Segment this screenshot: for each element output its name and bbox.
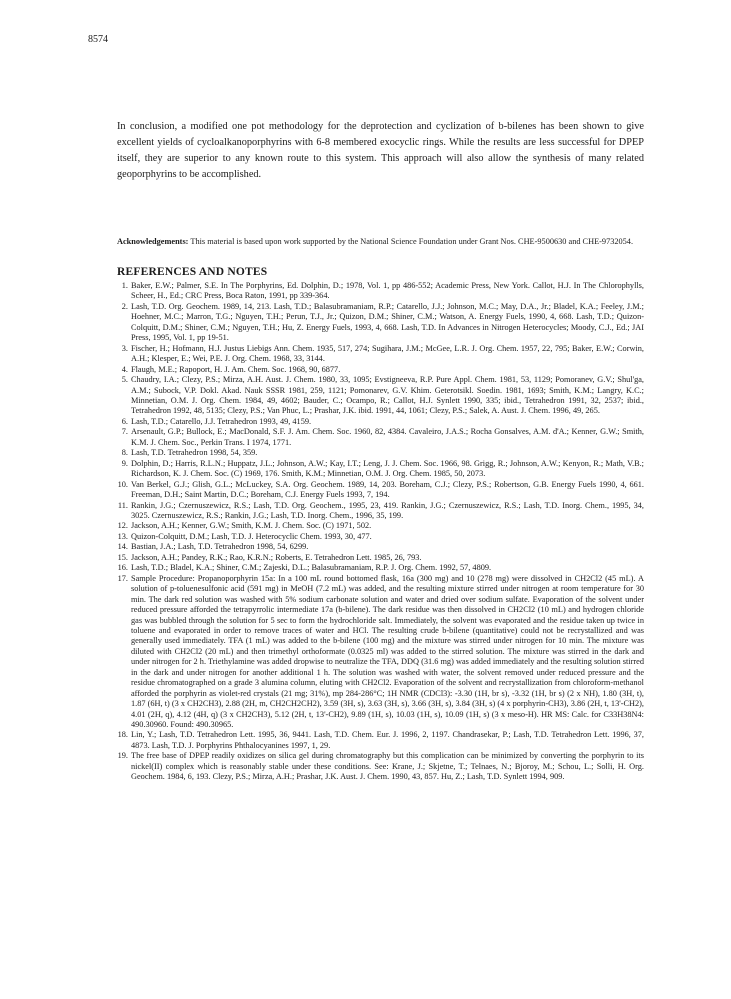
reference-number: 10. <box>117 479 128 489</box>
reference-text: Bastian, J.A.; Lash, T.D. Tetrahedron 1998, 54, 6299. <box>131 542 309 552</box>
reference-item <box>117 574 644 731</box>
reference-item <box>117 365 644 375</box>
reference-item <box>117 281 644 302</box>
reference-number: 13. <box>117 531 128 541</box>
reference-item <box>117 532 644 542</box>
reference-number: 6. <box>121 416 128 426</box>
reference-text: Quizon-Colquitt, D.M.; Lash, T.D. J. Heterocyclic Chem. 1993, 30, 477. <box>131 531 372 541</box>
reference-text: The free base of DPEP readily oxidizes on silica gel during chromatography but this complication can be minimized by converting the porphyrin to its nickel(II) complex which is reasonably stable under these conditions. See: Krane, J.; Skjetne, T.; Telnaes, N.; Bjoroy, M.; Schou, L.; Solli, H. Org. Geochem. 1984, 6, 193. Clezy, P.S.; Mirza, A.H.; Prashar, J.K. Aust. J. Chem. 1990, 43, 857. Hu, Z.; Lash, T.D. Synlett 1994, 909. <box>131 751 644 782</box>
reference-text: Jackson, A.H.; Pandey, R.K.; Rao, K.R.N.; Roberts, E. Tetrahedron Lett. 1985, 26, 793. <box>131 552 422 562</box>
reference-text: Van Berkel, G.J.; Glish, G.L.; McLuckey, S.A. Org. Geochem. 1989, 14, 203. Boreham, C.J.; Clezy, P.S.; Robertson, G.B. Energy Fuels 1990, 4, 661. Freeman, D.H.; Saint Martin, D.C.; Boreham, C.J. Energy Fuels 1993, 7, 194. <box>131 479 644 500</box>
reference-text: Rankin, J.G.; Czernuszewicz, R.S.; Lash, T.D. Org. Geochem., 1995, 23, 419. Rankin, J.G.; Czernuszewicz, R.S.; Lash, T.D. Inorg. Chem., 1995, 34, 3025. Czernuszewicz, R.S.; Rankin, J.G.; Lash, T.D. Inorg. Chem., 1996, 35, 199. <box>131 500 644 520</box>
reference-item <box>117 751 644 782</box>
reference-text: Jackson, A.H.; Kenner, G.W.; Smith, K.M. J. Chem. Soc. (C) 1971, 502. <box>131 521 372 531</box>
reference-number: 5. <box>121 375 128 385</box>
reference-number: 1. <box>121 281 128 290</box>
acknowledgements-paragraph <box>117 236 644 248</box>
reference-text: Chaudry, I.A.; Clezy, P.S.; Mirza, A.H. Aust. J. Chem. 1980, 33, 1095; Evstigneeva, R.P. Pure Appl. Chem. 1981, 53, 1129; Pomoranev, G.V.; Shul'ga, A.M.; Subock, V.P. Dokl. Akad. Nauk SSSR 1981, 259, 1121; Pomonarev, G.V. Khim. Geterotsikl. Soedin. 1981, 1693; Smith, K.M.; Langry, K.C.; Minnetian, O.M. J. Org. Chem. 1984, 49, 4602; Bauder, C.; Ocampo, R.; Callot, H.J. Synlett 1990, 335; ibid., Tetrahedron 1991, 32, 2537; ibid., Tetrahedron 1992, 48, 5135; Clezy, P.S.; Van Phuc, L.; Prashar, J.K. ibid. 1991, 44, 1061; Clezy, P.S.; Salek, A. Aust. J. Chem. 1996, 49, 265. <box>131 375 644 416</box>
reference-text: Dolphin, D.; Harris, R.L.N.; Huppatz, J.L.; Johnson, A.W.; Kay, I.T.; Leng, J. J. Chem. Soc. 1966, 98. Grigg, R.; Johnson, A.W.; Kenyon, R.; Math, V.B.; Richardson, K. J. Chem. Soc. (C) 1969, 176. Smith, K.M.; Minnetian, O.M. J. Org. Chem. 1985, 50, 2073. <box>131 458 644 479</box>
reference-text: Sample Procedure: Propanoporphyrin 15a: In a 100 mL round bottomed flask, 16a (300 mg) and 10 (278 mg) were dissolved in CH2Cl2 (45 mL). A solution of p-toluenesulfonic acid (591 mg) in MeOH (7.2 mL) was added, and the resulting mixture stirred under nitrogen at room temperature for 30 min. The dark red solution was washed with 5% sodium carbonate solution and water and dried over sodium sulfate. Evaporation of the solvent under reduced pressure afforded the tetrapyrrolic intermediate 17a (b-bilene). The dark residue was then dissolved in CH2Cl2 (10 mL) and hydrogen chloride gas was bubbled through the solution for 5 sec to form the hydrochloride salt. Immediately, the solvent was evaporated and the residue taken up twice in toluene and evaporated in order to remove traces of water and HCl. The resulting crude b-bilene (quantitative) could not be recrystallized and was generally used immediately. TFA (1 mL) was added to the b-bilene (100 mg) and the mixture was stirred under nitrogen for 10 min. The mixture was diluted with CH2Cl2 (20 mL) and then trimethyl orthoformate (0.0325 ml) was added to the stirred solution. The mixture was stirred in the dark and under nitrogen for 2 h. Triethylamine was added dropwise to neutralize the TFA, DDQ (31.6 mg) was added immediately and the resulting solution stirred in the dark and under nitrogen for another additional 1 h. The solution was washed with water, the solvent removed under reduced pressure and the residue chromatographed on a grade 3 alumina column, eluting with CH2Cl2. Evaporation of the solvent and recrystallization from chloroform-methanol afforded the porphyrin as violet-red crystals (21 mg; 31%), mp 284-286°C; 1H NMR (CDCl3): -3.30 (1H, br s), -3.32 (1H, br s) (2 x NH), 1.80 (3H, t), 1.87 (6H, t) (3 x CH2CH3), 2.88 (2H, m, CH2CH2CH2), 3.59 (3H, s), 3.63 (3H, s), 3.66 (3H, s), 3.84 (3H, s) (4 x porphyrin-CH3), 3.86 (2H, t, 13'-CH2), 4.01 (2H, q), 4.12 (4H, q) (3 x CH2CH3), 5.12 (2H, t, 13'-CH2), 9.89 (1H, s), 10.03 (1H, s), 10.09 (1H, s) (3 x meso-H). HR MS: Calc. for C33H38N4: 490.30960. Found: 490.30965. <box>131 573 644 730</box>
reference-number: 2. <box>121 301 128 311</box>
reference-item <box>117 417 644 427</box>
reference-number: 14. <box>117 542 128 552</box>
reference-number: 9. <box>121 458 128 468</box>
reference-text: Lin, Y.; Lash, T.D. Tetrahedron Lett. 1995, 36, 9441. Lash, T.D. Chem. Eur. J. 1996, 2, 1197. Chandrasekar, P.; Lash, T.D. Tetrahedron Lett. 1996, 37, 4873. Lash, T.D. J. Porphyrins Phthalocyanines 1997, 1, 29. <box>131 730 644 750</box>
reference-number: 4. <box>121 364 128 374</box>
reference-number: 3. <box>121 343 128 353</box>
reference-number: 15. <box>117 552 128 562</box>
reference-item <box>117 302 644 344</box>
reference-number: 19. <box>117 751 128 761</box>
reference-item <box>117 448 644 458</box>
reference-item <box>117 459 644 480</box>
reference-text: Baker, E.W.; Palmer, S.E. In The Porphyrins, Ed. Dolphin, D.; 1978, Vol. 1, pp 486-552; Academic Press, New York. Callot, H.J. In The Chlorophylls, Scheer, H., Ed.; CRC Press, Boca Raton, 1991, pp 339-364. <box>131 281 644 301</box>
reference-item <box>117 730 644 751</box>
reference-item <box>117 553 644 563</box>
reference-text: Fischer, H.; Hofmann, H.J. Justus Liebigs Ann. Chem. 1935, 517, 274; Sugihara, J.M.; McGee, L.R. J. Org. Chem. 1957, 22, 795; Baker, E.W.; Corwin, A.H.; Klesper, E.; Wei, P.E. J. Org. Chem. 1968, 33, 3144. <box>131 343 644 364</box>
reference-number: 18. <box>117 730 128 740</box>
reference-text: Lash, T.D.; Catarello, J.J. Tetrahedron 1993, 49, 4159. <box>131 416 312 426</box>
reference-text: Lash, T.D.; Bladel, K.A.; Shiner, C.M.; Zajeski, D.L.; Balasubramaniam, R.P. J. Org. Chem. 1992, 57, 4809. <box>131 563 492 573</box>
page-number: 8574 <box>88 34 108 45</box>
references-list <box>117 281 644 783</box>
reference-number: 12. <box>117 521 128 531</box>
reference-item <box>117 501 644 522</box>
reference-item <box>117 344 644 365</box>
references-heading: REFERENCES AND NOTES <box>117 266 268 278</box>
reference-item <box>117 521 644 531</box>
reference-text: Lash, T.D. Tetrahedron 1998, 54, 359. <box>131 448 258 458</box>
reference-item <box>117 480 644 501</box>
reference-number: 8. <box>121 448 128 458</box>
reference-item <box>117 563 644 573</box>
conclusion-paragraph: In conclusion, a modified one pot methodology for the deprotection and cyclization of b-bilenes has been shown to give excellent yields of cycloalkanoporphyrins with 6-8 membered exocyclic rings. While the results are less successful for DPEP itself, they are superior to any known route to this system. This approach will also allow the synthesis of many related geoporphyrins to be accomplished. <box>117 121 644 180</box>
reference-number: 17. <box>117 573 128 583</box>
reference-number: 11. <box>117 500 128 510</box>
acknowledgements-label: Acknowledgements: <box>117 237 189 246</box>
reference-item <box>117 375 644 417</box>
reference-item <box>117 542 644 552</box>
reference-text: Flaugh, M.E.; Rapoport, H. J. Am. Chem. Soc. 1968, 90, 6877. <box>131 364 341 374</box>
reference-text: Arsenault, G.P.; Bullock, E.; MacDonald, S.F. J. Am. Chem. Soc. 1960, 82, 4384. Cavaleiro, J.A.S.; Rocha Gonsalves, A.M. d'A.; Kenner, G.W.; Smith, K.M. J. Chem. Soc., Perkin Trans. I 1974, 1771. <box>131 427 644 447</box>
acknowledgements-text: This material is based upon work supported by the National Science Foundation under Grant Nos. CHE-9500630 and CHE-9732054. <box>188 237 634 246</box>
reference-number: 7. <box>121 427 128 437</box>
reference-text: Lash, T.D. Org. Geochem. 1989, 14, 213. Lash, T.D.; Balasubramaniam, R.P.; Catarello, J.J.; Johnson, M.C.; May, D.A., Jr.; Bladel, K.A.; Feeley, J.M.; Hoehner, M.C.; Marron, T.G.; Nguyen, T.H.; Perun, T.J., Jr.; Quizon, D.M.; Shiner, C.M.; Watson, A. Energy Fuels, 1990, 4, 668. Lash, T.D.; Quizon-Colquitt, D.M.; Shiner, C.M.; Nguyen, T.H.; Hu, Z. Energy Fuels, 1993, 4, 668. Lash, T.D. In Advances in Nitrogen Heterocycles; Moody, C.J., Ed.; JAI Press, 1995, Vol. 1, pp 19-51. <box>131 301 644 343</box>
reference-number: 16. <box>117 563 128 573</box>
reference-item <box>117 427 644 448</box>
